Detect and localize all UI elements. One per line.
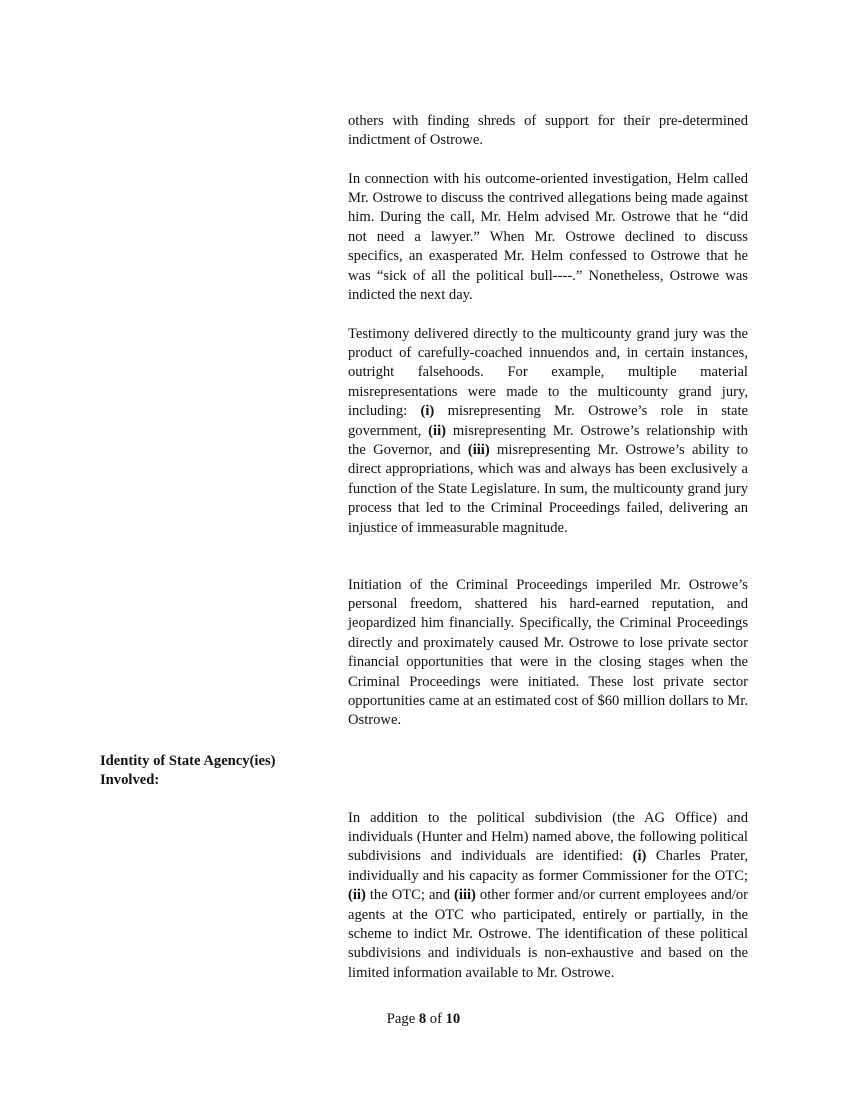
paragraph-text: In addition to the political subdivision (the AG Office) and individuals (Hunter and Helm) named above, the following political subdivisions and individuals are identified: (348, 809, 748, 865)
section-label-line: Identity of State Agency(ies) (100, 753, 276, 769)
section-label-state-agency (100, 752, 330, 791)
page-number (387, 1011, 460, 1027)
page-number-middle: of (426, 1011, 446, 1027)
page-footer (0, 1010, 847, 1029)
list-marker: (iii) (454, 887, 476, 904)
paragraph-text: the OTC; and (365, 887, 455, 904)
paragraph-text: misrepresenting Mr. Ostrowe’s relationship with the Governor, and (348, 422, 748, 459)
list-marker: (iii) (467, 442, 490, 459)
list-marker: (ii) (348, 887, 366, 904)
page-number-prefix: Page (386, 1011, 419, 1027)
list-marker: (i) (632, 848, 647, 865)
paragraph-text: other former and/or current employees and/or agents at the OTC who participated, entirely or partially, in the scheme to indict Mr. Ostrowe. The identification of these political subdivisions and individuals is non-exhaustive and based on the limited information available to Mr. Ostrowe. (348, 887, 748, 981)
section-label-line: Involved: (100, 772, 160, 789)
current-page: 8 (418, 1011, 427, 1027)
list-marker: (ii) (428, 422, 447, 439)
paragraph-text: Testimony delivered directly to the multicounty grand jury was the product of carefully-coached innuendos and, in certain instances, outright falsehoods. For example, multiple material misrepresentations were made to the multicounty grand jury, including: (348, 325, 748, 420)
paragraph-state-agencies-identified (348, 809, 748, 984)
total-pages: 10 (445, 1011, 461, 1027)
paragraph-text: misrepresenting Mr. Ostrowe’s ability to direct appropriations, which was and always has been exclusively a function of the State Legislature. In sum, the multicounty grand jury process that led to the Criminal Proceedings failed, delivering an injustice of immeasurable magnitude. (348, 442, 748, 536)
paragraph-criminal-proceedings-harm: Initiation of the Criminal Proceedings imperiled Mr. Ostrowe’s personal freedom, shattered his hard-earned reputation, and jeopardized him financially. Specifically, the Criminal Proceedings directly and proximately caused Mr. Ostrowe to lose private sector financial opportunities that were in the closing stages when the Criminal Proceedings were initiated. These lost private sector opportunities came at an estimated cost of $60 million dollars to Mr. Ostrowe. (348, 576, 748, 729)
paragraph-helm-call: In connection with his outcome-oriented investigation, Helm called Mr. Ostrowe to discuss the contrived allegations being made against him. During the call, Mr. Helm advised Mr. Ostrowe that he “did not need a lawyer.” When Mr. Ostrowe declined to discuss specifics, an exasperated Mr. Helm confessed to Ostrowe that he was “sick of all the political bull----.” Nonetheless, Ostrowe was indicted the next day. (348, 170, 748, 304)
list-marker: (i) (420, 403, 435, 420)
paragraph-grand-jury-testimony (348, 325, 748, 538)
paragraph-text: Charles Prater, individually and his capacity as former Commissioner for the OTC; (348, 848, 748, 884)
paragraph-text: misrepresenting Mr. Ostrowe’s role in state government, (348, 403, 748, 439)
paragraph-predetermined-indictment: others with finding shreds of support for their pre-determined indictment of Ostrowe. (348, 112, 748, 148)
